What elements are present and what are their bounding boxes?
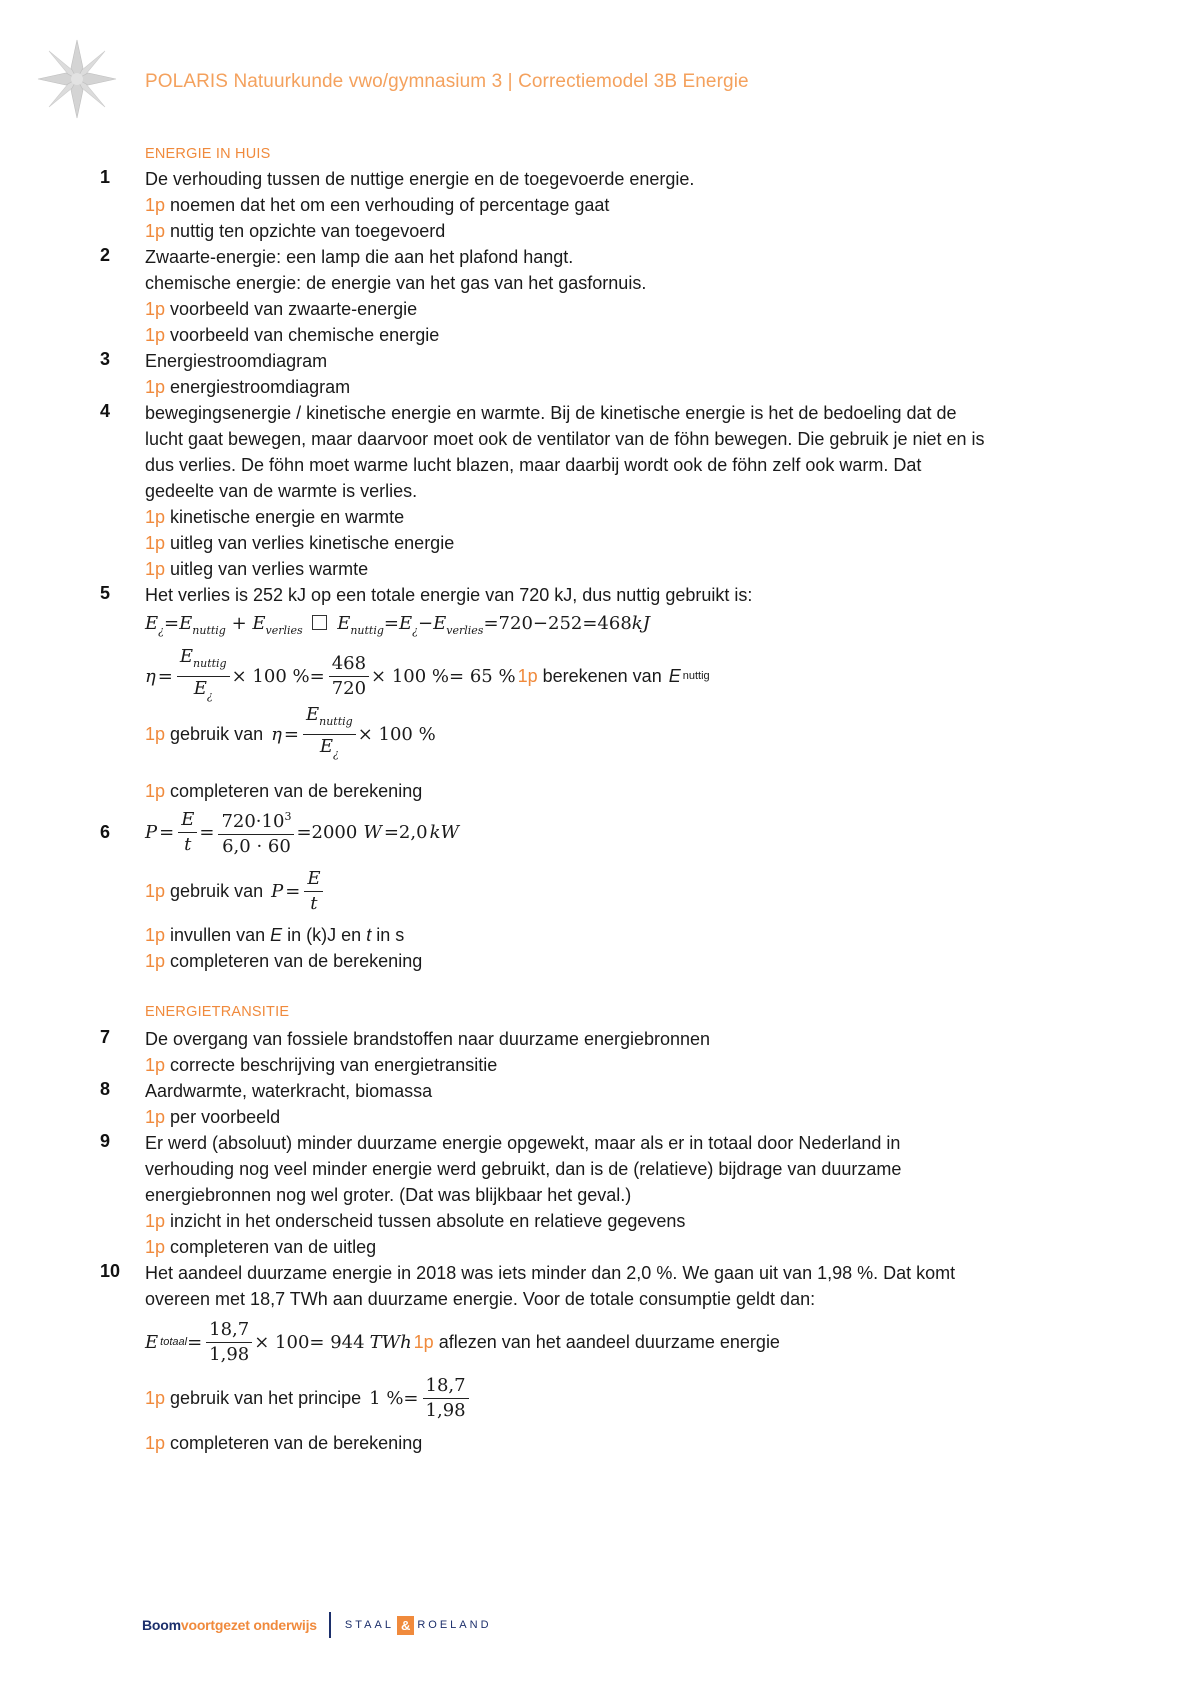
document-header-title: POLARIS Natuurkunde vwo/gymnasium 3 | Correctiemodel 3B Energie xyxy=(145,71,749,92)
scoring-line xyxy=(145,1104,1065,1130)
fraction: $\frac{18,7}{1,98}$ xyxy=(423,1374,469,1423)
answer-text: verhouding nog veel minder energie werd gebruikt, dan is de (relatieve) bijdrage van duurzame xyxy=(145,1159,902,1179)
scoring-line xyxy=(145,296,1065,322)
scoring-criterion: voorbeeld van zwaarte-energie xyxy=(170,299,418,319)
scoring-line xyxy=(145,1430,1065,1456)
points-label: 1p xyxy=(145,1107,166,1127)
fraction: $\frac{468}{720}$ xyxy=(329,652,369,701)
answer-text: lucht gaat bewegen, maar daarvoor moet ook de ventilator van de föhn bewegen. Die gebruik je niet en is xyxy=(145,429,985,449)
scoring-line xyxy=(145,778,1065,804)
points-label: 1p xyxy=(145,221,166,241)
equation-power: P = $\frac{E}{t}$ = $\frac{720\cdot 10^3}{6,0 \cdot 60}$ =2000 W =2,0 kW xyxy=(145,802,461,862)
question-number: 2 xyxy=(100,245,111,265)
equation-energy-balance: $E_¿=E_{nuttig} + E_{verlies}$ $E_{nuttig}=E_¿-E_{verlies}=720-252=468kJ$ xyxy=(145,613,650,637)
question-number: 6 xyxy=(100,822,111,842)
points-label: 1p xyxy=(145,377,166,397)
scoring-line xyxy=(145,1208,1065,1234)
scoring-criterion: kinetische energie en warmte xyxy=(170,507,405,527)
scoring-criterion: completeren van de berekening xyxy=(170,1433,423,1453)
fraction: $\frac{720\cdot 10^3}{6,0 \cdot 60}$ xyxy=(218,805,294,859)
scoring-line xyxy=(145,374,1065,400)
question-number: 5 xyxy=(100,583,111,603)
question-number: 9 xyxy=(100,1131,111,1151)
scoring-line: 1p invullen van E in (k)J en t in s xyxy=(145,925,405,945)
points-label: 1p xyxy=(145,325,166,345)
answer-text: dus verlies. De föhn moet warme lucht blazen, maar daarbij wordt ook de föhn zelf ook warm. Dat xyxy=(145,455,922,475)
scoring-criterion: voorbeeld van chemische energie xyxy=(170,325,440,345)
answer-text: Er werd (absoluut) minder duurzame energie opgewekt, maar als er in totaal door Nederland in xyxy=(145,1133,901,1153)
scoring-line xyxy=(145,948,1065,974)
points-label: 1p xyxy=(145,1055,166,1075)
answer-text: Het aandeel duurzame energie in 2018 was iets minder dan 2,0 %. We gaan uit van 1,98 %. Dat komt xyxy=(145,1263,956,1283)
points-label: 1p xyxy=(145,507,166,527)
scoring-criterion: completeren van de berekening xyxy=(170,781,423,801)
points-label: 1p xyxy=(145,723,166,744)
scoring-criterion: per voorbeeld xyxy=(170,1107,281,1127)
scoring-line xyxy=(145,322,1065,348)
points-label: 1p xyxy=(145,951,166,971)
fraction: $\frac{E_{nuttig}}{E_¿}$ xyxy=(177,645,230,708)
points-label: 1p xyxy=(145,1237,166,1257)
answer-text: De verhouding tussen de nuttige energie en de toegevoerde energie. xyxy=(145,169,695,189)
scoring-criterion: nuttig ten opzichte van toegevoerd xyxy=(170,221,446,241)
fraction: $\frac{E_{nuttig}}{E_¿}$ xyxy=(303,703,356,766)
question-number: 10 xyxy=(100,1261,121,1281)
boom-logo: Boomvoortgezet onderwijs xyxy=(142,1617,317,1633)
scoring-line xyxy=(145,556,1065,582)
scoring-line: 1p gebruik van P = $\frac{E}{t}$ xyxy=(145,862,325,920)
scoring-line xyxy=(145,1234,1065,1260)
question-number: 7 xyxy=(100,1027,111,1047)
answer-text: De overgang van fossiele brandstoffen naar duurzame energiebronnen xyxy=(145,1029,711,1049)
answer-text: Het verlies is 252 kJ op een totale energie van 720 kJ, dus nuttig gebruikt is: xyxy=(145,585,753,605)
points-label: 1p xyxy=(145,1387,166,1408)
answer-text: overeen met 18,7 TWh aan duurzame energie. Voor de totale consumptie geldt dan: xyxy=(145,1289,816,1309)
answer-text: chemische energie: de energie van het gas van het gasfornuis. xyxy=(145,273,647,293)
answer-text: bewegingsenergie / kinetische energie en warmte. Bij de kinetische energie is het de bedoeling dat de xyxy=(145,403,957,423)
question-number: 4 xyxy=(100,401,111,421)
points-label: 1p xyxy=(145,925,166,945)
scoring-criterion: noemen dat het om een verhouding of percentage gaat xyxy=(170,195,610,215)
question-number: 8 xyxy=(100,1079,111,1099)
fraction: $\frac{18,7}{1,98}$ xyxy=(206,1318,252,1367)
answer-text: gedeelte van de warmte is verlies. xyxy=(145,481,418,501)
scoring-line: 1p gebruik van η = $\frac{E_{nuttig}}{E_¿}$ × 100 % xyxy=(145,706,438,762)
answer-text: Energiestroomdiagram xyxy=(145,351,328,371)
scoring-criterion: uitleg van verlies kinetische energie xyxy=(170,533,455,553)
question-number: 3 xyxy=(100,349,111,369)
scoring-criterion: inzicht in het onderscheid tussen absolute en relatieve gegevens xyxy=(170,1211,686,1231)
points-label: 1p xyxy=(517,665,538,686)
equation-total-energy: E totaal = $\frac{18,7}{1,98}$ × 100= 944 TWh 1p aflezen van het aandeel duurzame energie xyxy=(145,1318,780,1365)
fraction: $\frac{E}{t}$ xyxy=(178,808,197,857)
points-label: 1p xyxy=(413,1331,434,1352)
points-label: 1p xyxy=(145,781,166,801)
section-heading-energie-in-huis: ENERGIE IN HUIS xyxy=(145,146,271,162)
publisher-footer xyxy=(142,1612,492,1638)
scoring-criterion: completeren van de berekening xyxy=(170,951,423,971)
question-number: 1 xyxy=(100,167,111,187)
scoring-line xyxy=(145,1052,1065,1078)
points-label: 1p xyxy=(145,195,166,215)
footer-divider xyxy=(329,1612,331,1638)
scoring-criterion: correcte beschrijving van energietransitie xyxy=(170,1055,498,1075)
points-label: 1p xyxy=(145,533,166,553)
answer-text: Zwaarte-energie: een lamp die aan het plafond hangt. xyxy=(145,247,574,267)
placeholder-box-icon xyxy=(312,615,327,630)
points-label: 1p xyxy=(145,299,166,319)
scoring-line xyxy=(145,530,1065,556)
answer-text: energiebronnen nog wel groter. (Dat was blijkbaar het geval.) xyxy=(145,1185,632,1205)
scoring-line: 1p gebruik van het principe 1 %= $\frac{18,7}{1,98}$ xyxy=(145,1370,471,1426)
equation-efficiency: η = $\frac{E_{nuttig}}{E_¿}$ × 100 %= $\frac{468}{720}$ × 100 %= 65 % 1p berekenen van E nuttig xyxy=(145,648,710,704)
scoring-line xyxy=(145,504,1065,530)
fraction: $\frac{E}{t}$ xyxy=(304,867,323,916)
scoring-line xyxy=(145,192,1065,218)
answer-text: Aardwarmte, waterkracht, biomassa xyxy=(145,1081,433,1101)
polaris-star-logo xyxy=(36,38,118,120)
scoring-criterion: energiestroomdiagram xyxy=(170,377,351,397)
points-label: 1p xyxy=(145,880,166,901)
staal-roeland-logo: STAAL & ROELAND xyxy=(344,1617,492,1633)
points-label: 1p xyxy=(145,1433,166,1453)
section-heading-energietransitie: ENERGIETRANSITIE xyxy=(145,1004,290,1020)
scoring-line xyxy=(145,218,1065,244)
scoring-criterion: completeren van de uitleg xyxy=(170,1237,377,1257)
points-label: 1p xyxy=(145,559,166,579)
points-label: 1p xyxy=(145,1211,166,1231)
scoring-criterion: uitleg van verlies warmte xyxy=(170,559,369,579)
